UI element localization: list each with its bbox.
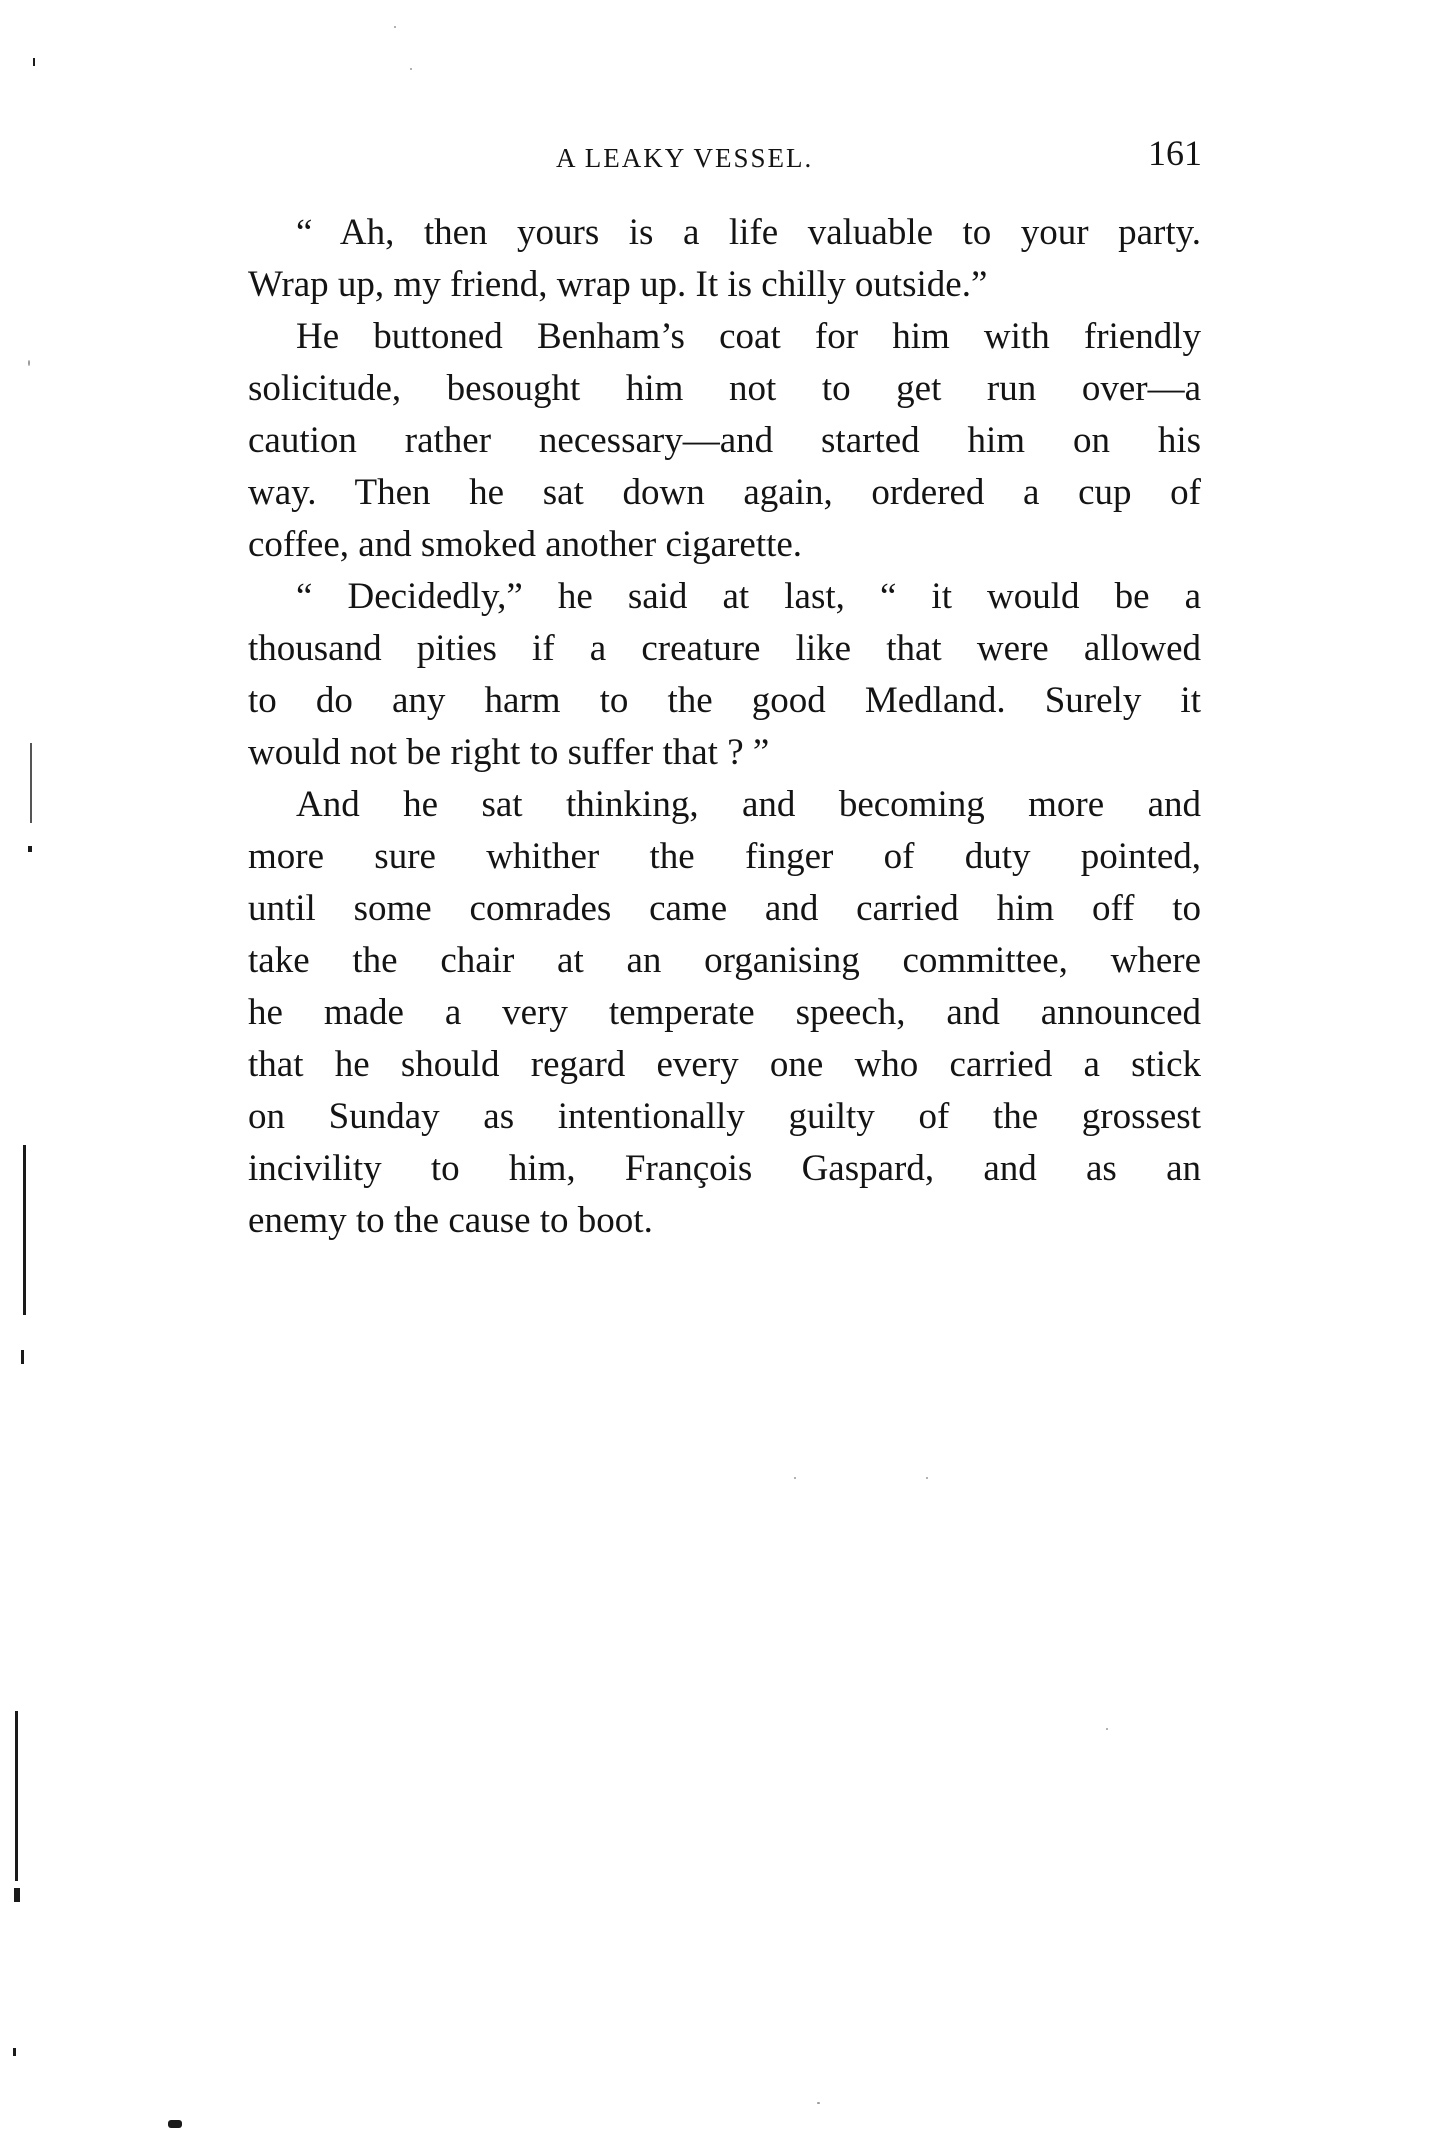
paragraph-1 bbox=[248, 207, 1201, 311]
text-line: incivility to him, François Gaspard, and as an bbox=[248, 1148, 1201, 1189]
text-line: on Sunday as intentionally guilty of the grossest bbox=[248, 1096, 1201, 1137]
text-line: Wrap up, my friend, wrap up. It is chilly outside.” bbox=[248, 264, 988, 305]
page-number: 161 bbox=[1148, 133, 1202, 173]
text-line: “ Ah, then yours is a life valuable to your party. bbox=[296, 212, 1201, 253]
scan-speck bbox=[410, 68, 412, 70]
text-line: to do any harm to the good Medland. Surely it bbox=[248, 680, 1201, 721]
scan-mark bbox=[14, 1888, 20, 1902]
text-line: enemy to the cause to boot. bbox=[248, 1200, 653, 1241]
scan-mark bbox=[15, 1711, 18, 1881]
scan-mark bbox=[28, 846, 32, 852]
scan-speck bbox=[794, 1477, 796, 1479]
scan-speck bbox=[28, 360, 30, 366]
scan-mark bbox=[30, 743, 32, 823]
scan-speck bbox=[926, 1477, 928, 1479]
paragraph-3 bbox=[248, 571, 1201, 779]
scan-mark bbox=[13, 2048, 16, 2056]
text-line: until some comrades came and carried him off to bbox=[248, 888, 1201, 929]
paragraph-2 bbox=[248, 311, 1201, 571]
scan-mark bbox=[33, 58, 35, 66]
scan-mark bbox=[23, 1145, 26, 1315]
text-line: he made a very temperate speech, and announced bbox=[248, 992, 1201, 1033]
scan-speck bbox=[1106, 1728, 1108, 1730]
text-line: take the chair at an organising committee, where bbox=[248, 940, 1201, 981]
text-line: way. Then he sat down again, ordered a cup of bbox=[248, 472, 1201, 513]
paragraph-4 bbox=[248, 779, 1201, 1247]
text-line: caution rather necessary—and started him on his bbox=[248, 420, 1201, 461]
text-line: solicitude, besought him not to get run over—a bbox=[248, 368, 1201, 409]
text-line: And he sat thinking, and becoming more and bbox=[296, 784, 1201, 825]
body-text bbox=[248, 207, 1201, 1247]
scan-mark bbox=[168, 2120, 182, 2128]
text-line: would not be right to suffer that ? ” bbox=[248, 732, 770, 773]
scan-mark bbox=[21, 1350, 24, 1364]
text-line: more sure whither the finger of duty pointed, bbox=[248, 836, 1201, 877]
text-line: that he should regard every one who carried a stick bbox=[248, 1044, 1201, 1085]
scan-speck bbox=[394, 26, 396, 28]
text-line: coffee, and smoked another cigarette. bbox=[248, 524, 803, 565]
running-title: A LEAKY VESSEL. bbox=[556, 143, 814, 173]
text-line: thousand pities if a creature like that were allowed bbox=[248, 628, 1201, 669]
text-line: “ Decidedly,” he said at last, “ it would be a bbox=[296, 576, 1201, 617]
text-line: He buttoned Benham’s coat for him with friendly bbox=[296, 316, 1201, 357]
scan-speck bbox=[817, 2102, 820, 2104]
